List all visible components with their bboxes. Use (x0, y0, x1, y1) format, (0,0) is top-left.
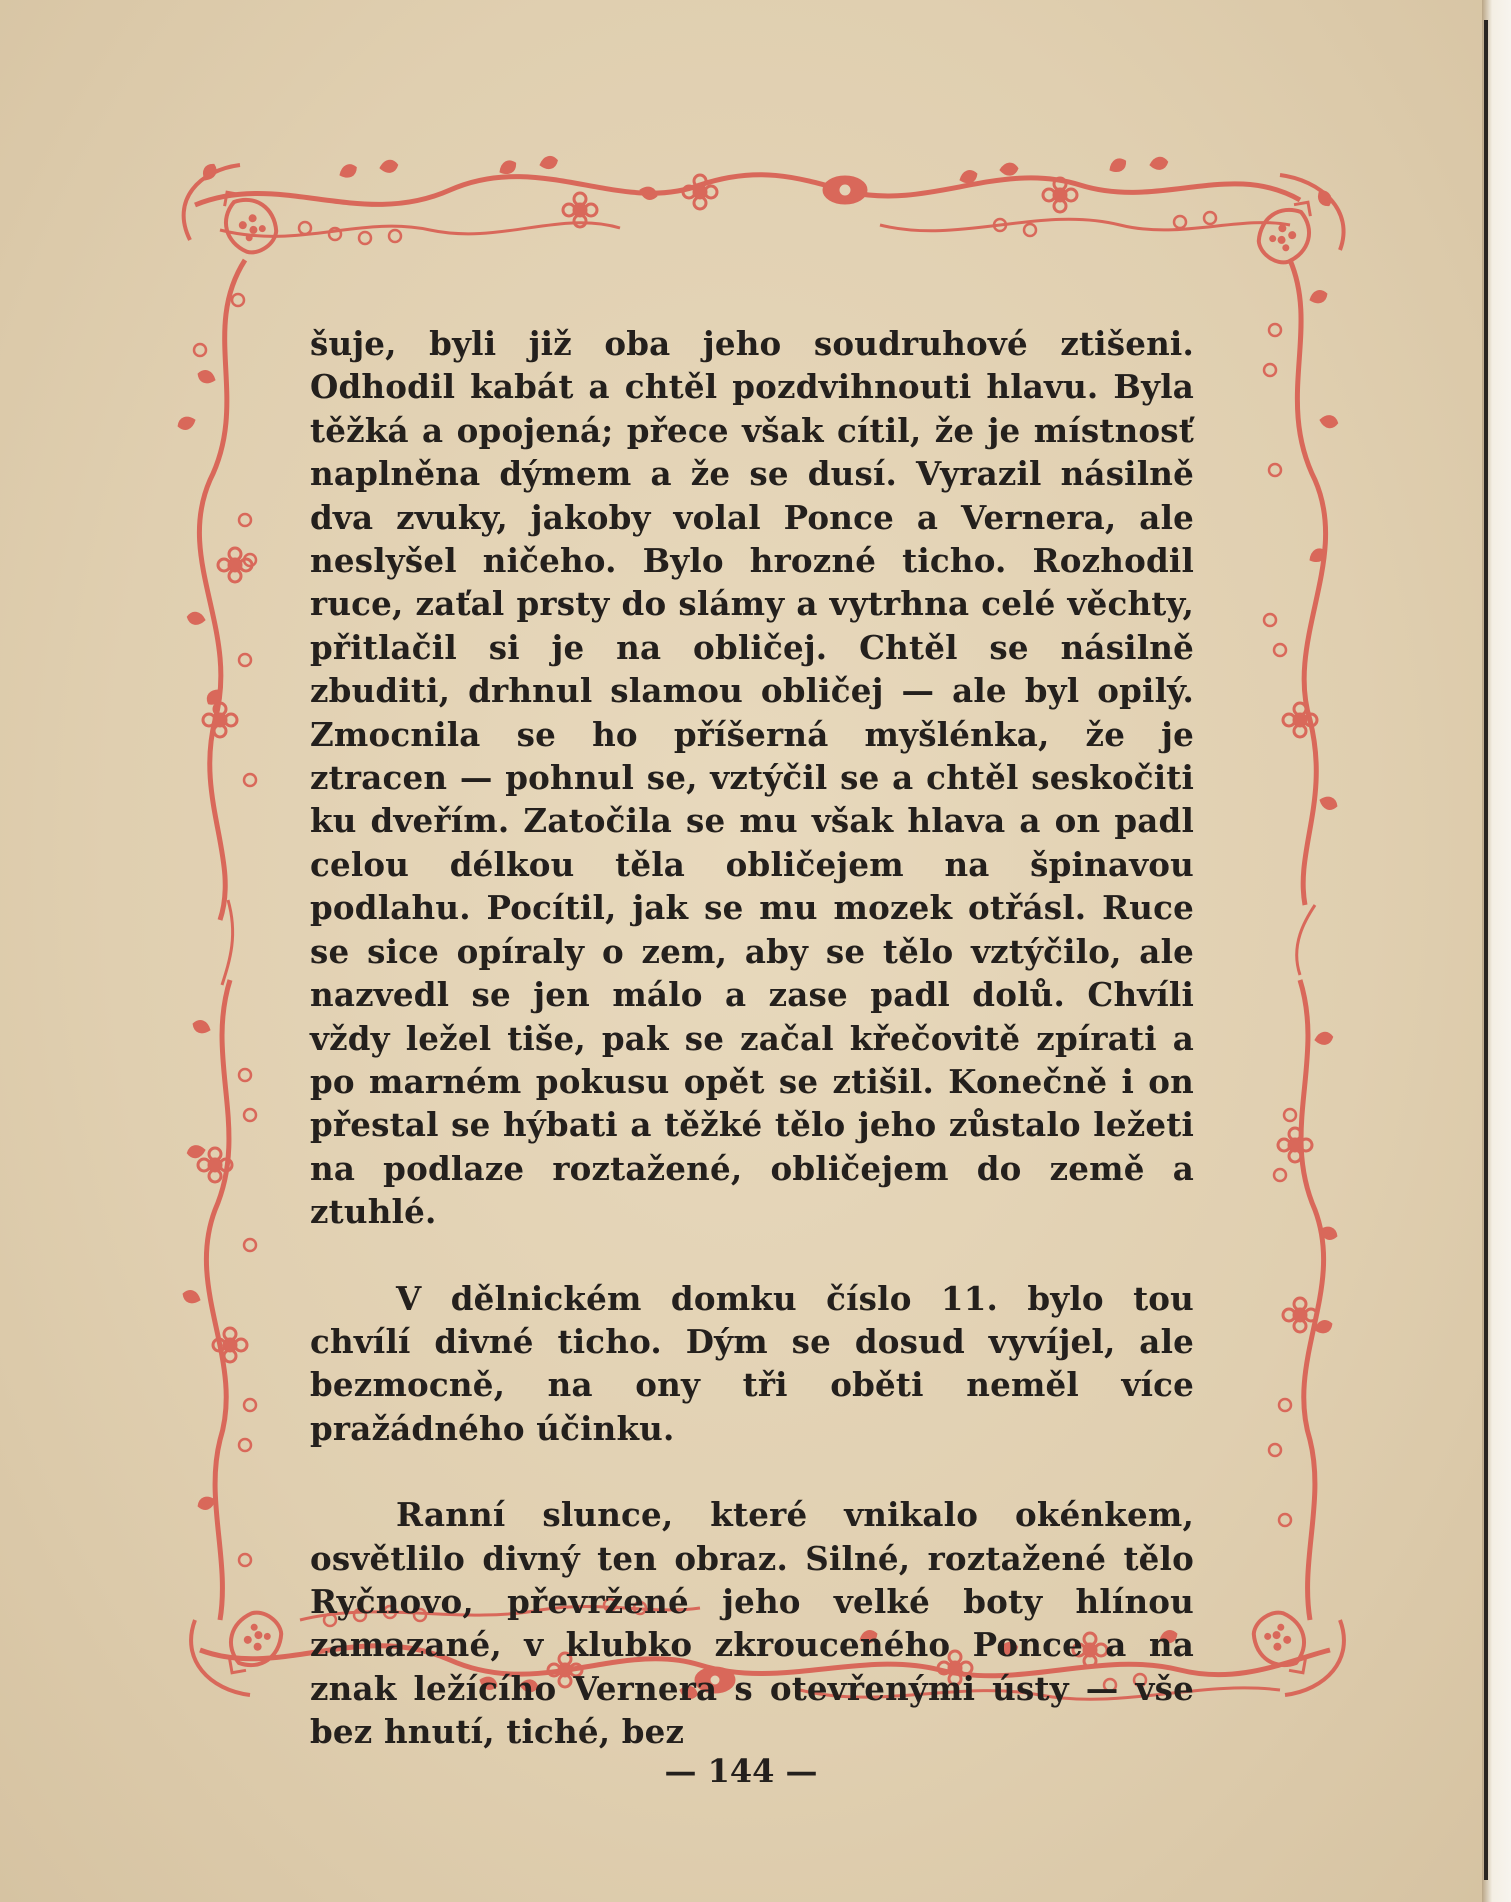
binding-line (1484, 20, 1488, 1880)
border-right-vine (1264, 260, 1339, 1620)
body-text (310, 322, 1194, 1754)
page-number: — 144 — (664, 1752, 818, 1790)
border-top-right-corner (1250, 175, 1344, 271)
paragraph: Ranní slunce, které vnikalo okénkem, osvětlilo divný ten obraz. Silné, roztažené tělo Ryčnovo, převržené jeho velké boty hlínou zamazané, v klubko zkrouceného Ponce a na znak ležícího Vernera s otevřenými ústy — vše bez hnutí, tiché, bez (310, 1495, 1194, 1752)
paragraph: V dělnickém domku číslo 11. bylo tou chvílí divné ticho. Dým se dosud vyvíjel, ale bezmocně, na ony tři oběti neměl více pražádného účinku. (310, 1278, 1194, 1448)
border-top-left-corner (184, 161, 285, 261)
paragraph: šuje, byli již oba jeho soudruhové ztišeni. Odhodil kabát a chtěl pozdvihnouti hlavu. Byla těžká a opojená; přece však cítil, že je místnosť naplněna dýmem a že se dusí. Vyrazil násilně dva zvuky, jakoby volal Ponce a Vernera, ale neslyšel ničeho. Bylo hrozné ticho. Rozhodil ruce, zaťal prsty do slámy a vytrhna celé věchty, přitlačil si je na obličej. Chtěl se násilně zbuditi, drhnul slamou obličej — ale byl opilý. Zmocnila se ho příšerná myšlénka, že je ztracen — pohnul se, vztýčil se a chtěl seskočiti ku dveřím. Zatočila se mu však hlava a on padl celou délkou těla obličejem na špinavou podlahu. Pocítil, jak se mu mozek otřásl. Ruce se sice opíraly o zem, aby se tělo vztýčilo, ale nazvedl se jen málo a zase padl dolů. Chvíli vždy ležel tiše, pak se začal křečovitě zpírati a po marném pokusu opět se ztišil. Konečně i on přestal se hýbati a těžké tělo jeho zůstalo ležeti na podlaze roztažené, obličejem do země a ztuhlé. (310, 324, 1194, 1232)
border-top-vine (195, 155, 1300, 244)
border-left-vine (176, 260, 256, 1620)
